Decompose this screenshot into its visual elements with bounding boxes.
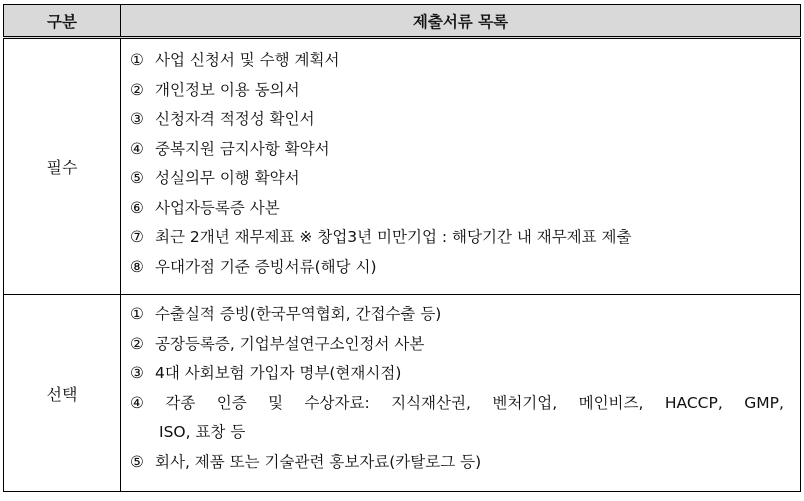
item-number: ② (130, 334, 144, 353)
list-item (121, 223, 800, 253)
list-item (121, 330, 800, 360)
list-item (121, 300, 800, 330)
required-documents-list (121, 39, 800, 282)
header-category: 구분 (4, 5, 121, 38)
category-required: 필수 (4, 38, 121, 295)
category-optional: 선택 (4, 295, 121, 492)
item-number: ③ (130, 364, 144, 382)
item-number: ② (130, 80, 144, 99)
required-row (4, 38, 801, 295)
list-item (121, 76, 800, 106)
header-document-list: 제출서류 목록 (121, 5, 801, 38)
item-word: 인증 (216, 393, 247, 412)
item-number: ⑤ (130, 452, 144, 471)
list-item (121, 448, 800, 478)
item-word: 및 (268, 393, 284, 412)
list-item (121, 359, 800, 389)
item-text: 중복지원 금지사항 확약서 (155, 139, 330, 158)
item-text: 공장등록증, 기업부설연구소인정서 사본 (155, 334, 425, 353)
list-item (121, 135, 800, 165)
list-item (121, 164, 800, 194)
submission-documents-table (3, 4, 801, 492)
item-text: 사업자등록증 사본 (155, 198, 280, 217)
item-text: 사업 신청서 및 수행 계획서 (155, 51, 340, 69)
item-word: GMP, (744, 393, 784, 412)
item-word: 각종 (165, 393, 196, 412)
list-item (121, 194, 800, 224)
table-header-row (4, 5, 801, 38)
item-number: ⑦ (130, 228, 144, 246)
item-number: ④ (130, 393, 144, 412)
item-text: 수출실적 증빙(한국무역협회, 간접수출 등) (155, 305, 442, 323)
item-number: ⑧ (130, 257, 144, 276)
item-number: ④ (130, 139, 144, 158)
item-word: 지식재산권, (391, 393, 471, 412)
item-number: ⑤ (130, 169, 144, 187)
item-word: 벤처기업, (492, 393, 558, 412)
item-text: ISO, 표창 등 (159, 423, 246, 441)
optional-documents-cell (121, 295, 801, 492)
item-text: 개인정보 이용 동의서 (155, 80, 300, 99)
optional-row (4, 295, 801, 492)
item-number: ① (130, 305, 144, 323)
list-item (121, 46, 800, 76)
item-word: 수상자료: (304, 393, 370, 412)
item-word: HACCP, (664, 393, 723, 412)
justified-line (130, 389, 784, 419)
list-item (121, 105, 800, 135)
required-documents-cell (121, 38, 801, 295)
list-item-continuation (121, 418, 800, 448)
item-text: 4대 사회보험 가입자 명부(현재시점) (155, 364, 402, 382)
item-number: ③ (130, 110, 144, 128)
list-item-justified (121, 389, 800, 419)
item-word: 메인비즈, (578, 393, 644, 412)
optional-documents-list (121, 295, 800, 477)
list-item (121, 253, 800, 283)
item-number: ⑥ (130, 198, 144, 217)
item-number: ① (130, 51, 144, 69)
item-text: 최근 2개년 재무제표 ※ 창업3년 미만기업 : 해당기간 내 재무제표 제출 (155, 228, 632, 246)
item-text: 성실의무 이행 확약서 (155, 169, 300, 187)
item-text: 신청자격 적정성 확인서 (155, 110, 315, 128)
item-text: 우대가점 기준 증빙서류(해당 시) (155, 257, 377, 276)
item-text: 회사, 제품 또는 기술관련 홍보자료(카탈로그 등) (155, 452, 482, 471)
